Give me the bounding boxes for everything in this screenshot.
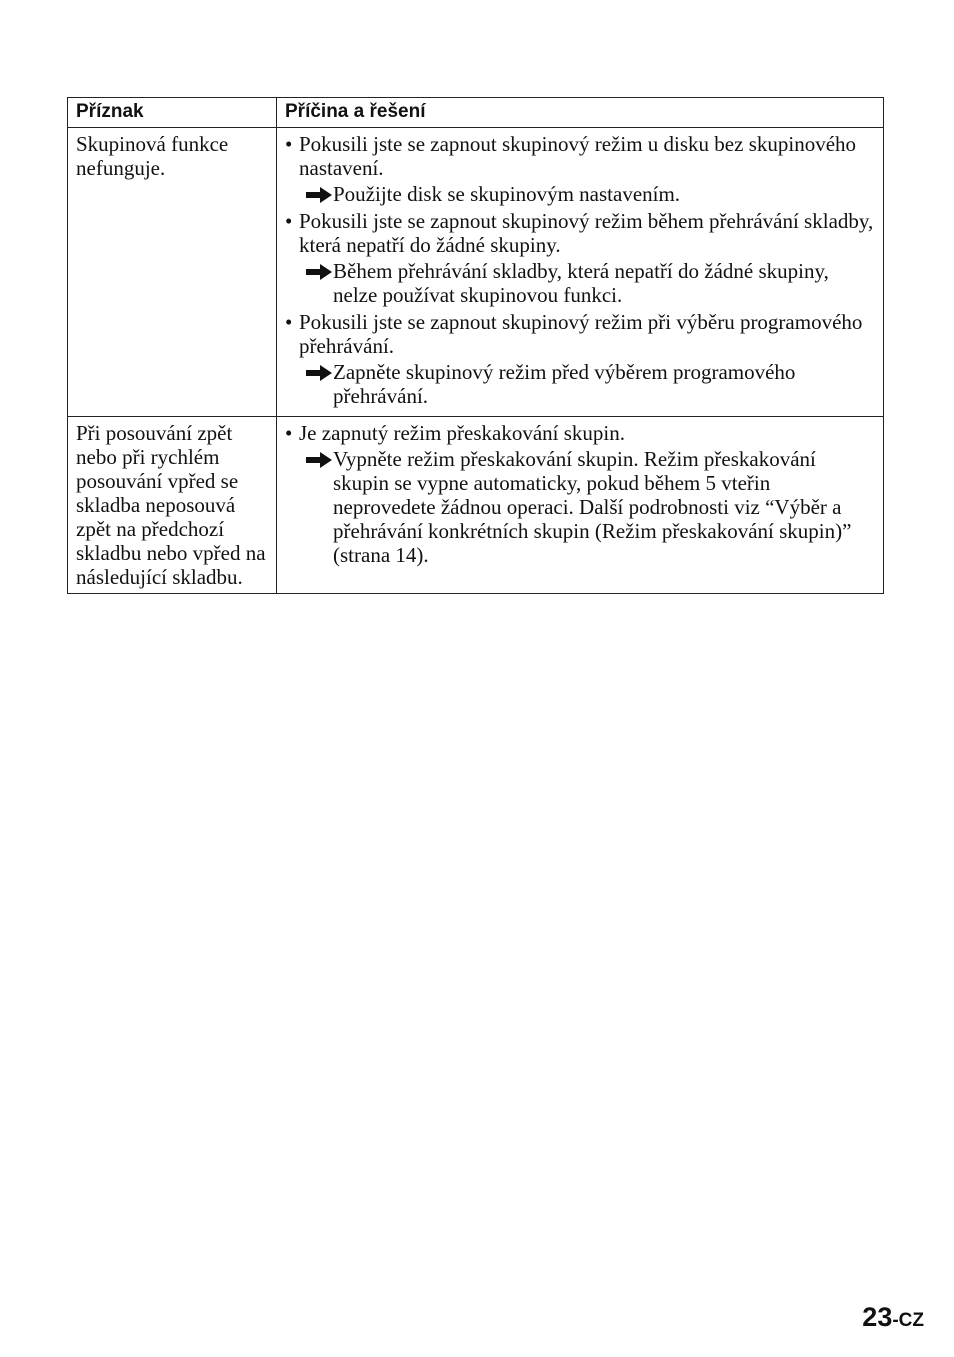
cause-text: Pokusili jste se zapnout skupinový režim při výběru programového přehrávání. xyxy=(299,310,863,358)
remedy xyxy=(285,259,875,307)
table-row xyxy=(68,417,884,594)
cause-text: Je zapnutý režim přeskakování skupin. xyxy=(299,421,625,445)
right-arrow-icon xyxy=(306,264,332,280)
remedy-text: Vypněte režim přeskakování skupin. Režim přeskakování skupin se vypne automaticky, pokud během 5 vteřin neprovedete žádnou operaci. Další podrobnosti viz “Výběr a přehrávání konkrétních skupin (Režim přeskakování skupin)” (strana 14). xyxy=(333,447,852,567)
symptom-cell xyxy=(68,128,277,417)
remedy xyxy=(285,360,875,408)
right-arrow-icon xyxy=(306,365,332,381)
remedy xyxy=(285,447,875,567)
remedy-text: Během přehrávání skladby, která nepatří do žádné skupiny, nelze používat skupinovou funkci. xyxy=(333,259,829,307)
page-number xyxy=(862,1302,924,1333)
header-cause-solution: Příčina a řešení xyxy=(277,98,884,128)
remedy-text: Zapněte skupinový režim před výběrem programového přehrávání. xyxy=(333,360,796,408)
cause-item xyxy=(285,421,875,567)
bullet: • xyxy=(285,132,293,156)
troubleshooting-table xyxy=(67,97,884,594)
right-arrow-icon xyxy=(306,452,332,468)
symptom-text: Při posouvání zpět nebo při rychlém posouvání vpřed se skladba neposouvá zpět na předchozí skladbu nebo vpřed na následující skladbu. xyxy=(76,421,266,589)
page-number-value: 23 xyxy=(862,1302,893,1332)
remedy-text: Použijte disk se skupinovým nastavením. xyxy=(333,182,681,206)
cause-cell xyxy=(277,128,884,417)
bullet: • xyxy=(285,421,293,445)
cause-item xyxy=(285,310,875,408)
remedy xyxy=(285,182,875,206)
header-symptom: Příznak xyxy=(68,98,277,128)
symptom-cell xyxy=(68,417,277,594)
table-header-row xyxy=(68,98,884,128)
bullet: • xyxy=(285,310,293,334)
table-row xyxy=(68,128,884,417)
cause-text: Pokusili jste se zapnout skupinový režim u disku bez skupinového nastavení. xyxy=(299,132,857,180)
bullet: • xyxy=(285,209,293,233)
symptom-text: Skupinová funkce nefunguje. xyxy=(76,132,229,180)
cause-cell xyxy=(277,417,884,594)
right-arrow-icon xyxy=(306,187,332,203)
cause-text: Pokusili jste se zapnout skupinový režim během přehrávání skladby, která nepatří do žádné skupiny. xyxy=(299,209,874,257)
page-number-suffix: -CZ xyxy=(892,1310,924,1331)
cause-item xyxy=(285,209,875,307)
cause-item xyxy=(285,132,875,206)
